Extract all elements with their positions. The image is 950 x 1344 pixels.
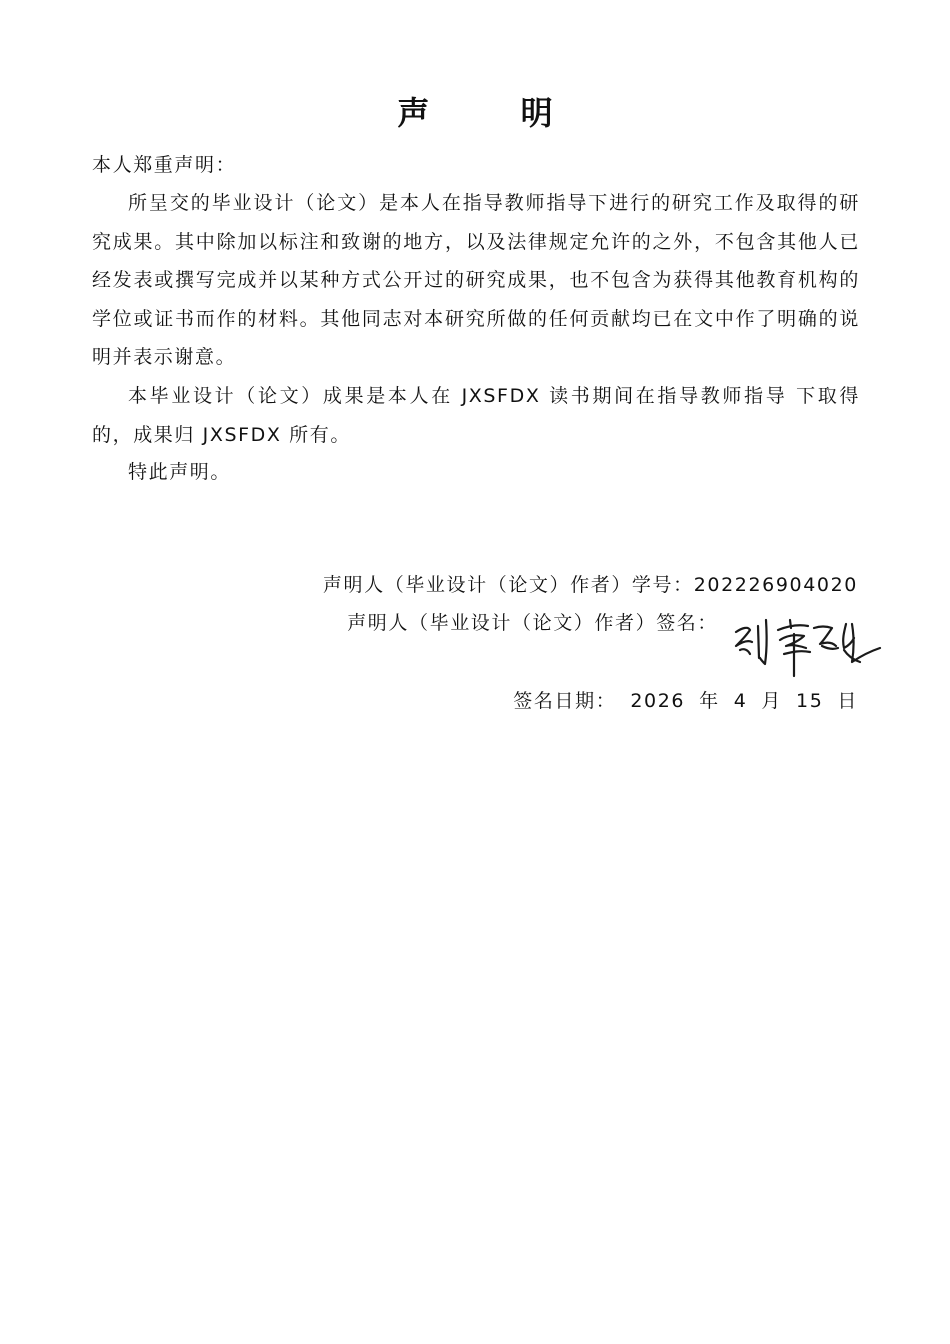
declaration-paragraph-2: 本毕业设计（论文）成果是本人在 JXSFDX 读书期间在指导教师指导 下取得的，成果归 JXSFDX 所有。 [92, 385, 860, 446]
student-id-row [323, 570, 858, 597]
date-month: 4 [733, 690, 748, 712]
signature-row [347, 608, 718, 635]
date-month-unit: 月 [761, 690, 782, 712]
date-day-unit: 日 [837, 690, 858, 712]
page-title: 声 明 [397, 94, 593, 132]
date-year-unit: 年 [699, 690, 720, 712]
declaration-paragraph-1: 所呈交的毕业设计（论文）是本人在指导教师指导下进行的研究工作及取得的研究成果。其中除加以标注和致谢的地方，以及法律规定允许的之外，不包含其他人已经发表或撰写完成并以某种方式公开过的研究成果，也不包含为获得其他教育机构的学位或证书而作的材料。其他同志对本研究所做的任何贡献均已在文中作了明确的说明并表示谢意。 [92, 192, 860, 368]
declaration-closing: 特此声明。 [128, 461, 232, 483]
date-label: 签名日期： [513, 690, 617, 712]
signature-label: 声明人（毕业设计（论文）作者）签名： [347, 612, 718, 634]
student-id-label: 声明人（毕业设计（论文）作者）学号： [322, 574, 694, 596]
date-row [513, 686, 858, 713]
handwritten-signature [728, 606, 888, 678]
date-day: 15 [796, 690, 824, 712]
greeting-line: 本人郑重声明： [92, 154, 237, 176]
student-id-value: 202226904020 [693, 574, 858, 596]
date-year: 2026 [630, 690, 686, 712]
